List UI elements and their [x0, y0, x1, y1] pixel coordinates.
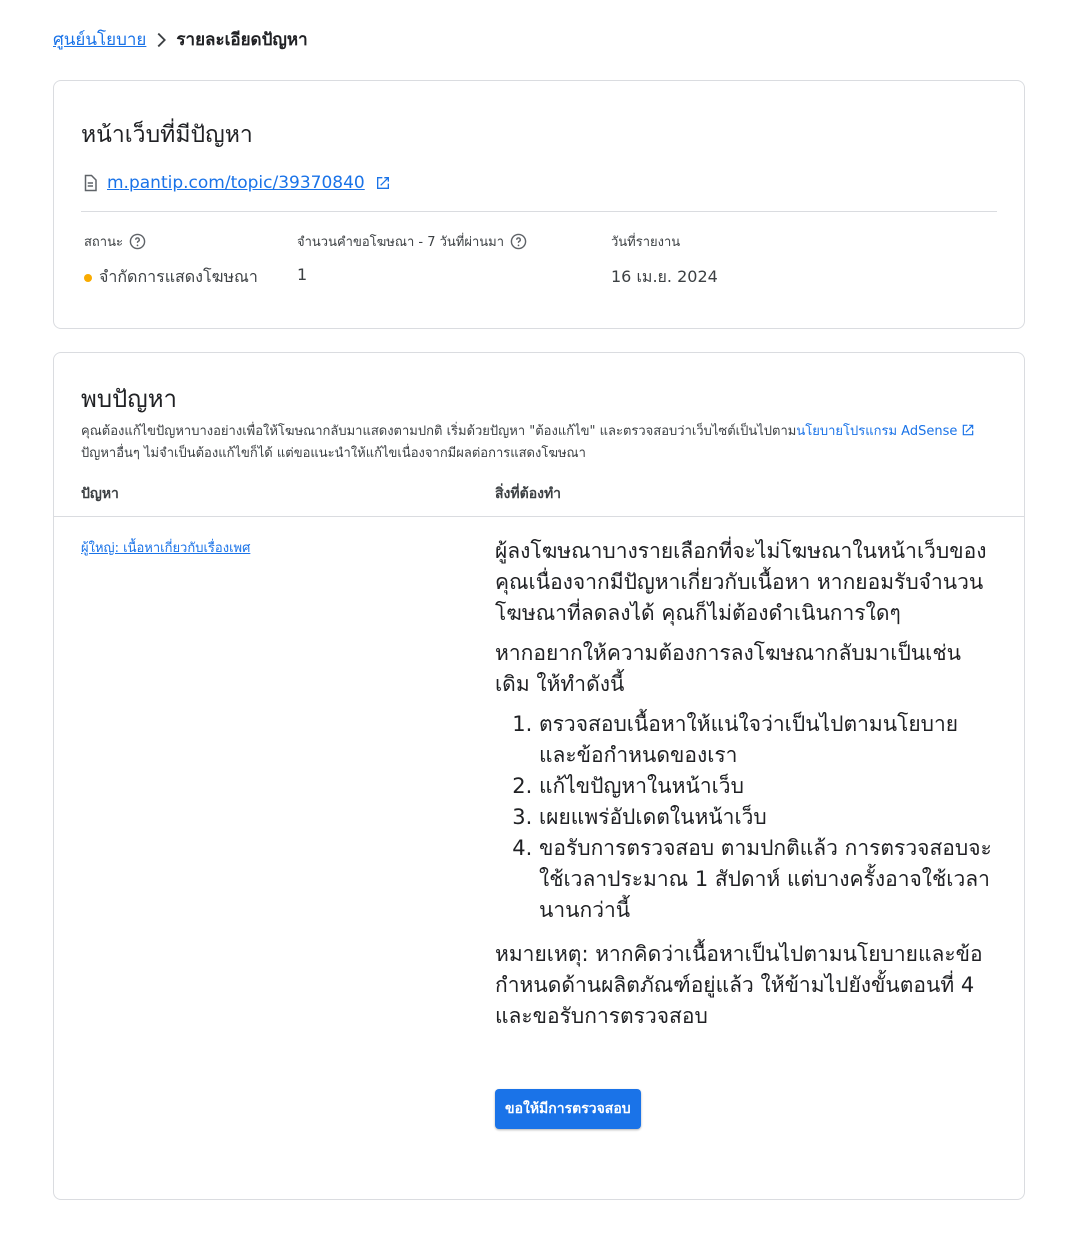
page-url-row [81, 173, 391, 193]
status-value-group [84, 265, 258, 290]
reported-label: วันที่รายงาน [611, 235, 681, 250]
adsense-policy-link[interactable]: นโยบายโปรแกรม AdSense [796, 424, 958, 439]
action-paragraph-1: ผู้ลงโฆษณาบางรายเลือกที่จะไม่โฆษณาในหน้าเว็บของคุณเนื่องจากมีปัญหาเกี่ยวกับเนื้อหา หากยอมรับจำนวนโฆษณาที่ลดลงได้ คุณก็ไม่ต้องดำเนินการใดๆ [495, 539, 987, 625]
issue-adult-content-link[interactable]: ผู้ใหญ่: เนื้อหาเกี่ยวกับเรื่องเพศ [81, 541, 251, 556]
open-in-new-icon[interactable] [961, 423, 975, 437]
action-paragraph-2: หากอยากให้ความต้องการลงโฆษณากลับมาเป็นเช่นเดิม ให้ทำดังนี้ [495, 641, 961, 696]
chevron-right-icon [150, 29, 172, 51]
list-item: 3. เผยแพร่อัปเดตในหน้าเว็บ [539, 802, 995, 833]
help-icon[interactable] [510, 233, 527, 250]
issues-card [53, 352, 1025, 1200]
table-divider [54, 516, 1024, 517]
status-label-group [84, 231, 146, 252]
document-icon [81, 174, 99, 192]
issues-description [81, 421, 1001, 465]
page-card-title: หน้าเว็บที่มีปัญหา [81, 122, 253, 148]
page-url-link[interactable]: m.pantip.com/topic/39370840 [107, 173, 365, 193]
page-info-card [53, 80, 1025, 329]
list-item: 2. แก้ไขปัญหาในหน้าเว็บ [539, 771, 995, 802]
issues-card-title: พบปัญหา [81, 385, 178, 413]
reported-value: 16 เม.ย. 2024 [611, 267, 718, 286]
status-value: จำกัดการแสดงโฆษณา [99, 267, 258, 286]
breadcrumb [53, 26, 308, 53]
column-header-action: สิ่งที่ต้องทำ [495, 486, 562, 502]
status-dot [84, 274, 92, 282]
breadcrumb-policy-center-link[interactable]: ศูนย์นโยบาย [53, 30, 147, 50]
requests-value: 1 [297, 265, 308, 284]
issues-description-text-2: ปัญหาอื่นๆ ไม่จำเป็นต้องแก้ไขก็ได้ แต่ขอแนะนำให้แก้ไขเนื่องจากมีผลต่อการแสดงโฆษณา [81, 446, 586, 461]
column-header-issue: ปัญหา [81, 486, 119, 502]
action-instructions [495, 536, 995, 1041]
requests-label-group [297, 231, 527, 252]
request-review-button[interactable]: ขอให้มีการตรวจสอบ [495, 1089, 641, 1129]
open-in-new-icon[interactable] [375, 175, 391, 191]
issues-description-text-1: คุณต้องแก้ไขปัญหาบางอย่างเพื่อให้โฆษณากลับมาแสดงตามปกติ เริ่มด้วยปัญหา "ต้องแก้ไข" และตรวจสอบว่าเว็บไซต์เป็นไปตาม [81, 424, 797, 439]
status-label: สถานะ [84, 235, 123, 250]
list-item: 1. ตรวจสอบเนื้อหาให้แน่ใจว่าเป็นไปตามนโยบายและข้อกำหนดของเรา [539, 709, 995, 771]
requests-label: จำนวนคำขอโฆษณา - 7 วันที่ผ่านมา [297, 235, 505, 250]
breadcrumb-current: รายละเอียดปัญหา [176, 30, 308, 50]
help-icon[interactable] [129, 233, 146, 250]
steps-list [495, 709, 995, 926]
action-note: หมายเหตุ: หากคิดว่าเนื้อหาเป็นไปตามนโยบายและข้อกำหนดด้านผลิตภัณฑ์อยู่แล้ว ให้ข้ามไปยังขั้นตอนที่ 4 และขอรับการตรวจสอบ [495, 942, 983, 1028]
list-item: 4. ขอรับการตรวจสอบ ตามปกติแล้ว การตรวจสอบจะใช้เวลาประมาณ 1 สัปดาห์ แต่บางครั้งอาจใช้เวลานานกว่านี้ [539, 833, 995, 926]
divider [81, 211, 997, 212]
